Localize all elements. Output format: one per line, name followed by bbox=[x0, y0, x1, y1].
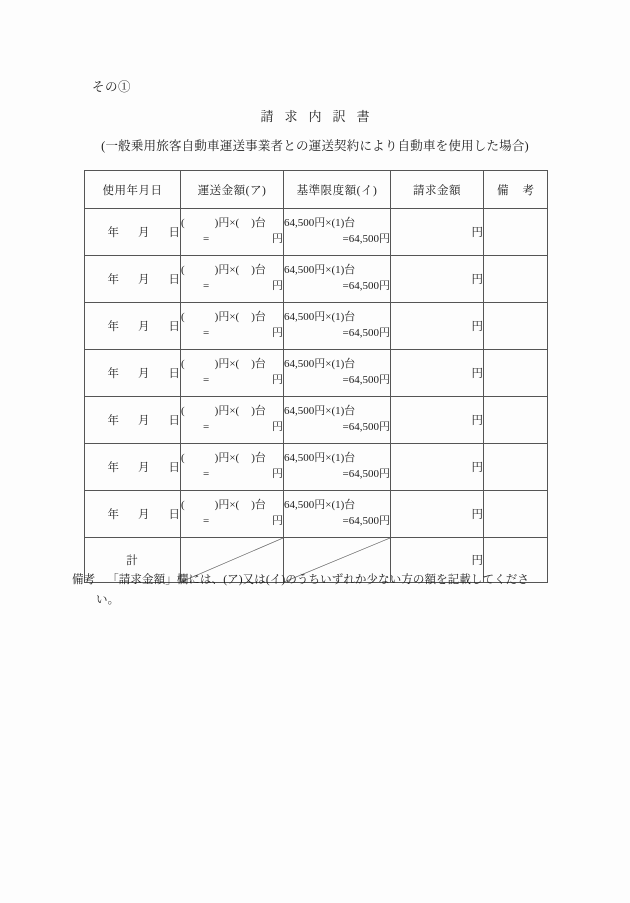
limit-result-line: =64,500円 bbox=[342, 327, 390, 339]
column-header-fare: 運送金額(ア) bbox=[181, 171, 284, 209]
cell-fare-amount[interactable] bbox=[181, 303, 284, 350]
claim-unit-label: 円 bbox=[471, 415, 483, 427]
fare-formula-line: ( )円×( )台 bbox=[181, 311, 266, 324]
date-day-label: 日 bbox=[168, 509, 180, 521]
limit-formula-line: 64,500円×(1)台 bbox=[284, 311, 356, 324]
fare-unit-label: 円 bbox=[272, 515, 283, 527]
claim-unit-label: 円 bbox=[471, 462, 483, 474]
column-header-note-right: 考 bbox=[522, 184, 534, 197]
cell-limit-amount bbox=[284, 444, 391, 491]
cell-claim-amount[interactable] bbox=[391, 256, 484, 303]
table-body bbox=[85, 209, 548, 583]
fare-result-line bbox=[181, 232, 283, 248]
date-year-label: 年 bbox=[107, 415, 119, 427]
fare-formula-line: ( )円×( )台 bbox=[181, 358, 266, 371]
fare-equals-sign: = bbox=[203, 421, 210, 433]
column-header-note bbox=[484, 171, 548, 209]
date-month-label: 月 bbox=[138, 462, 150, 474]
cell-note[interactable] bbox=[484, 397, 548, 444]
fare-result-line bbox=[181, 373, 283, 389]
claim-unit-label: 円 bbox=[471, 227, 483, 239]
cell-limit-amount bbox=[284, 209, 391, 256]
cell-use-date[interactable] bbox=[85, 491, 181, 538]
cell-claim-amount[interactable] bbox=[391, 444, 484, 491]
cell-use-date[interactable] bbox=[85, 350, 181, 397]
date-day-label: 日 bbox=[168, 274, 180, 286]
cell-fare-amount[interactable] bbox=[181, 256, 284, 303]
fare-unit-label: 円 bbox=[272, 327, 283, 339]
fare-result-line bbox=[181, 514, 283, 530]
document-subtitle: (一般乗用旅客自動車運送事業者との運送契約により自動車を使用した場合) bbox=[101, 139, 529, 153]
date-month-label: 月 bbox=[138, 274, 150, 286]
limit-result-line: =64,500円 bbox=[342, 280, 390, 292]
fare-equals-sign: = bbox=[203, 327, 210, 339]
limit-formula-line: 64,500円×(1)台 bbox=[284, 264, 356, 277]
total-label-cell: 計 bbox=[85, 538, 181, 583]
cell-fare-amount[interactable] bbox=[181, 444, 284, 491]
date-day-label: 日 bbox=[168, 368, 180, 380]
limit-formula-line: 64,500円×(1)台 bbox=[284, 405, 356, 418]
fare-formula-line: ( )円×( )台 bbox=[181, 405, 266, 418]
cell-use-date[interactable] bbox=[85, 303, 181, 350]
fare-unit-label: 円 bbox=[272, 468, 283, 480]
limit-result-line: =64,500円 bbox=[342, 515, 390, 527]
fare-unit-label: 円 bbox=[272, 280, 283, 292]
cell-note[interactable] bbox=[484, 444, 548, 491]
fare-equals-sign: = bbox=[203, 374, 210, 386]
cell-claim-amount[interactable] bbox=[391, 491, 484, 538]
column-header-note-left: 備 bbox=[497, 184, 509, 197]
table-header bbox=[85, 171, 548, 209]
claim-breakdown-table-wrapper bbox=[84, 170, 547, 583]
limit-result-line: =64,500円 bbox=[342, 374, 390, 386]
table-header-row bbox=[85, 171, 548, 209]
cell-use-date[interactable] bbox=[85, 397, 181, 444]
claim-unit-label: 円 bbox=[471, 368, 483, 380]
date-year-label: 年 bbox=[107, 462, 119, 474]
limit-result-line: =64,500円 bbox=[342, 233, 390, 245]
footnote-body: 「請求金額」欄には、(ア)又は(イ)のうちいずれか少ない方の額を記載してくださ bbox=[107, 574, 529, 586]
date-year-label: 年 bbox=[107, 368, 119, 380]
fare-formula-line: ( )円×( )台 bbox=[181, 452, 266, 465]
fare-unit-label: 円 bbox=[272, 233, 283, 245]
limit-formula-line: 64,500円×(1)台 bbox=[284, 499, 356, 512]
limit-result-line: =64,500円 bbox=[342, 421, 390, 433]
date-day-label: 日 bbox=[168, 321, 180, 333]
table-row bbox=[85, 256, 548, 303]
cell-use-date[interactable] bbox=[85, 209, 181, 256]
cell-limit-amount bbox=[284, 303, 391, 350]
cell-claim-amount[interactable] bbox=[391, 397, 484, 444]
fare-equals-sign: = bbox=[203, 280, 210, 292]
fare-formula-line: ( )円×( )台 bbox=[181, 217, 266, 230]
cell-note[interactable] bbox=[484, 303, 548, 350]
date-year-label: 年 bbox=[107, 274, 119, 286]
table-row bbox=[85, 491, 548, 538]
fare-result-line bbox=[181, 326, 283, 342]
date-month-label: 月 bbox=[138, 368, 150, 380]
date-month-label: 月 bbox=[138, 415, 150, 427]
cell-claim-amount[interactable] bbox=[391, 303, 484, 350]
cell-note[interactable] bbox=[484, 350, 548, 397]
limit-formula-line: 64,500円×(1)台 bbox=[284, 452, 356, 465]
fare-formula-line: ( )円×( )台 bbox=[181, 264, 266, 277]
column-header-limit: 基準限度額(イ) bbox=[284, 171, 391, 209]
cell-limit-amount bbox=[284, 397, 391, 444]
fare-equals-sign: = bbox=[203, 233, 210, 245]
cell-fare-amount[interactable] bbox=[181, 397, 284, 444]
cell-limit-amount bbox=[284, 491, 391, 538]
date-day-label: 日 bbox=[168, 227, 180, 239]
date-month-label: 月 bbox=[138, 321, 150, 333]
date-month-label: 月 bbox=[138, 509, 150, 521]
date-year-label: 年 bbox=[107, 227, 119, 239]
form-variant-label: その① bbox=[92, 80, 132, 94]
cell-claim-amount[interactable] bbox=[391, 209, 484, 256]
cell-note[interactable] bbox=[484, 256, 548, 303]
fare-equals-sign: = bbox=[203, 515, 210, 527]
fare-unit-label: 円 bbox=[272, 421, 283, 433]
claim-unit-label: 円 bbox=[471, 509, 483, 521]
claim-breakdown-table bbox=[84, 170, 548, 583]
cell-use-date[interactable] bbox=[85, 256, 181, 303]
total-claim-unit-label: 円 bbox=[471, 555, 483, 567]
date-day-label: 日 bbox=[168, 462, 180, 474]
fare-formula-line: ( )円×( )台 bbox=[181, 499, 266, 512]
claim-unit-label: 円 bbox=[471, 274, 483, 286]
date-day-label: 日 bbox=[168, 415, 180, 427]
cell-fare-amount[interactable] bbox=[181, 209, 284, 256]
table-row bbox=[85, 444, 548, 491]
fare-result-line bbox=[181, 467, 283, 483]
date-year-label: 年 bbox=[107, 509, 119, 521]
limit-formula-line: 64,500円×(1)台 bbox=[284, 217, 356, 230]
title-block bbox=[0, 106, 630, 154]
footnote-tail: い。 bbox=[96, 594, 120, 607]
column-header-date: 使用年月日 bbox=[85, 171, 181, 209]
fare-unit-label: 円 bbox=[272, 374, 283, 386]
column-header-claim: 請求金額 bbox=[391, 171, 484, 209]
table-row bbox=[85, 303, 548, 350]
cell-limit-amount bbox=[284, 350, 391, 397]
cell-note[interactable] bbox=[484, 209, 548, 256]
cell-fare-amount[interactable] bbox=[181, 491, 284, 538]
fare-equals-sign: = bbox=[203, 468, 210, 480]
document-title: 請求内訳書 bbox=[260, 109, 381, 124]
fare-result-line bbox=[181, 420, 283, 436]
table-row bbox=[85, 350, 548, 397]
cell-use-date[interactable] bbox=[85, 444, 181, 491]
cell-note[interactable] bbox=[484, 491, 548, 538]
claim-unit-label: 円 bbox=[471, 321, 483, 333]
limit-formula-line: 64,500円×(1)台 bbox=[284, 358, 356, 371]
date-month-label: 月 bbox=[138, 227, 150, 239]
footnote-label: 備考 bbox=[72, 574, 96, 586]
date-year-label: 年 bbox=[107, 321, 119, 333]
table-row bbox=[85, 397, 548, 444]
footnote bbox=[72, 570, 558, 610]
cell-limit-amount bbox=[284, 256, 391, 303]
limit-result-line: =64,500円 bbox=[342, 468, 390, 480]
table-row bbox=[85, 209, 548, 256]
fare-result-line bbox=[181, 279, 283, 295]
cell-fare-amount[interactable] bbox=[181, 350, 284, 397]
cell-claim-amount[interactable] bbox=[391, 350, 484, 397]
